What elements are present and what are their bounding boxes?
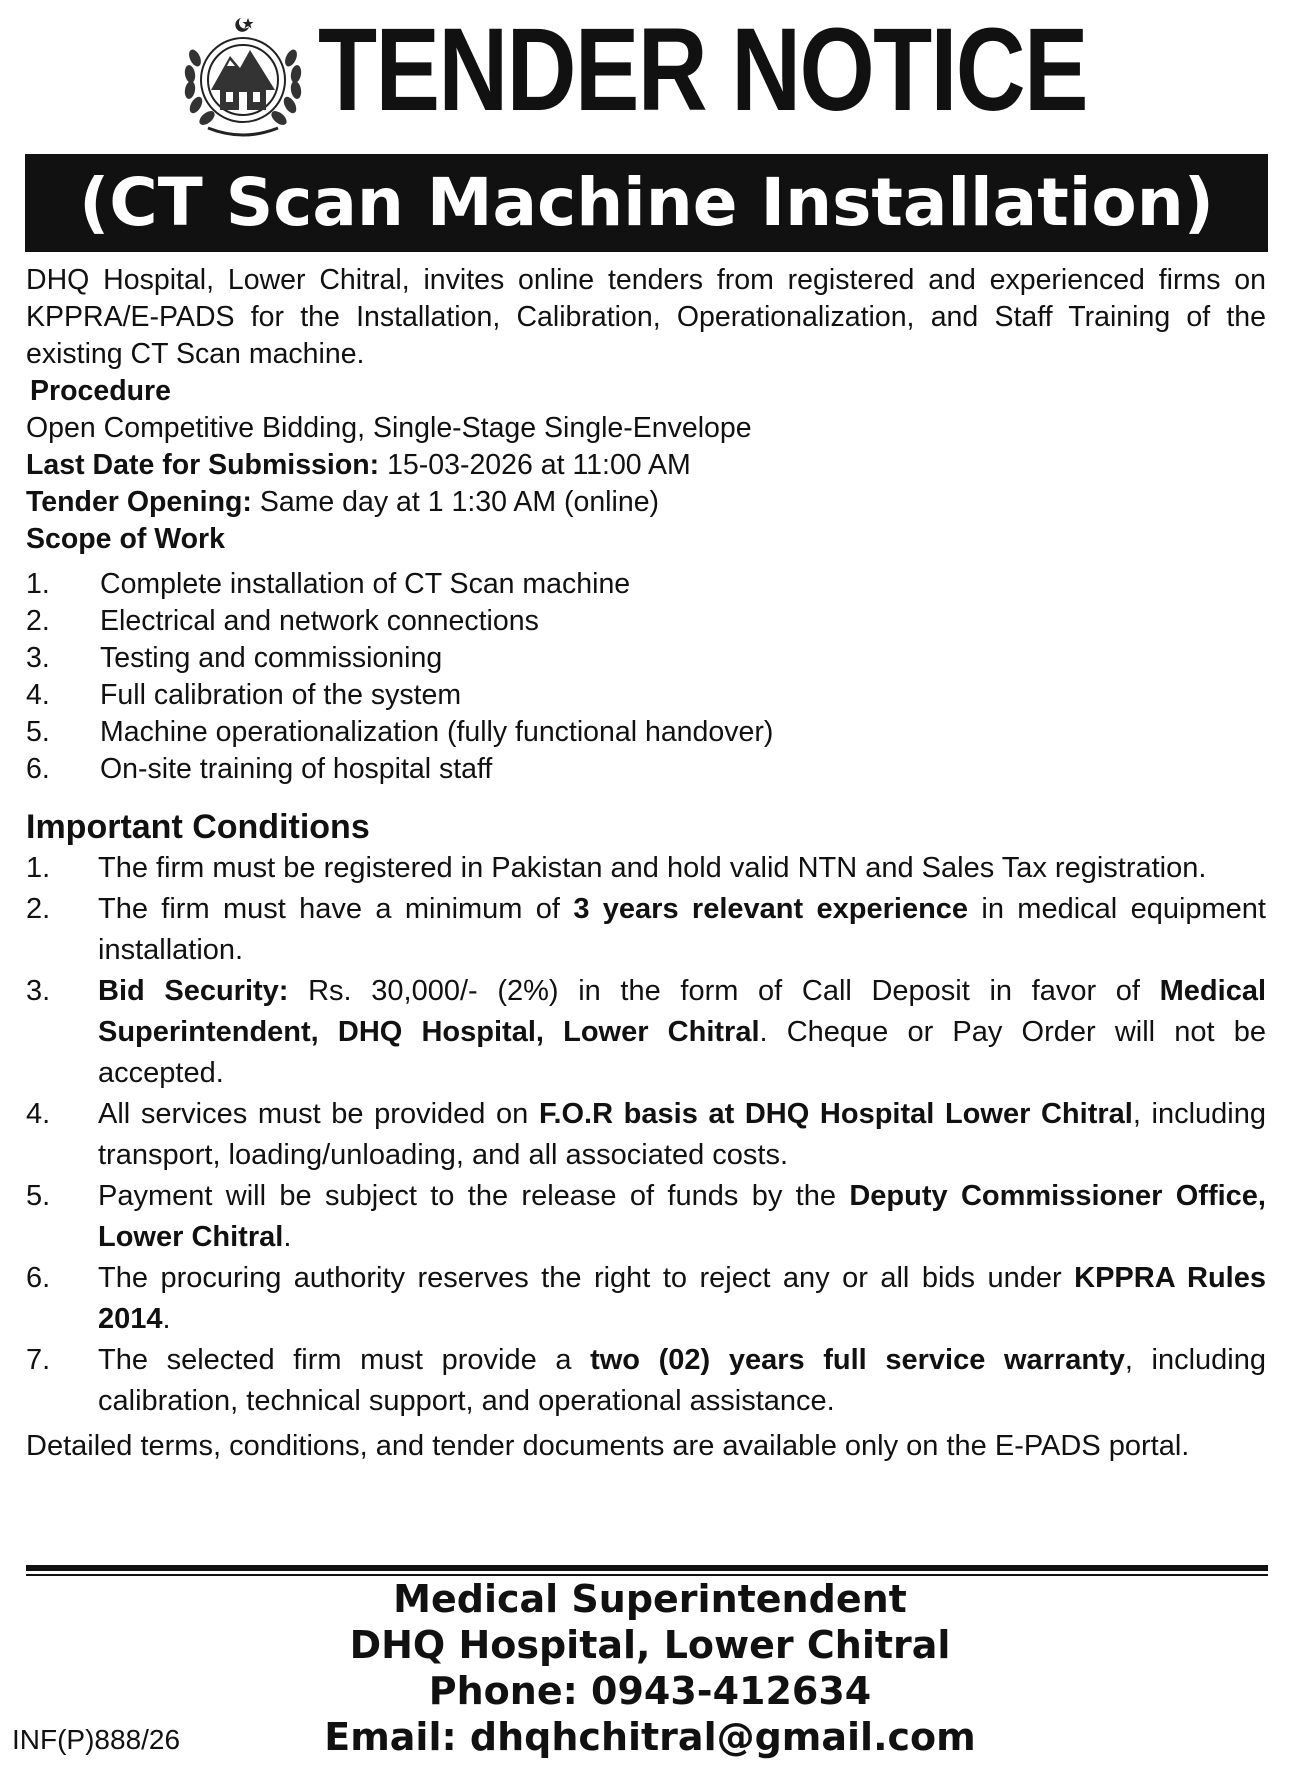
- divider: [26, 1565, 1268, 1571]
- last-date-label: Last Date for Submission:: [26, 449, 380, 481]
- condition-text: .: [283, 1221, 292, 1253]
- condition-text: . Cheque or Pay Order will not be accepted.: [98, 1016, 1266, 1089]
- item-text: Full calibration of the system: [100, 679, 462, 711]
- item-number: 2.: [26, 605, 50, 637]
- condition-item: [26, 1340, 1266, 1422]
- scope-item: [26, 714, 1266, 751]
- condition-emphasis: Deputy Commissioner Office, Lower Chitral: [98, 1180, 1266, 1253]
- item-text: Machine operationalization (fully functional handover): [100, 716, 774, 748]
- notice-body: [26, 262, 1266, 1465]
- item-text: Complete installation of CT Scan machine: [100, 568, 631, 600]
- opening-value: Same day at 1 1:30 AM (online): [259, 486, 660, 518]
- condition-text: All services must be provided on: [98, 1098, 539, 1130]
- scope-heading: Scope of Work: [26, 523, 225, 555]
- scope-item: [26, 640, 1266, 677]
- scope-list: [26, 566, 1266, 788]
- item-number: 5.: [26, 1180, 51, 1212]
- opening-label: Tender Opening:: [26, 486, 252, 518]
- item-number: 1.: [26, 568, 50, 600]
- condition-text: The procuring authority reserves the right to reject any or all bids under: [98, 1262, 1075, 1294]
- opening-line: [26, 484, 1266, 521]
- procedure-heading: Procedure: [30, 375, 171, 407]
- scope-item: [26, 677, 1266, 714]
- condition-text: The firm must be registered in Pakistan and hold valid NTN and Sales Tax registration.: [98, 852, 1207, 884]
- government-emblem-icon: [178, 8, 308, 148]
- last-date-value: 15-03-2026 at 11:00 AM: [387, 449, 691, 481]
- condition-item: [26, 1094, 1266, 1176]
- closing-note: Detailed terms, conditions, and tender documents are available only on the E-PADS portal.: [26, 1430, 1190, 1462]
- condition-text: The selected firm must provide a: [98, 1344, 591, 1376]
- condition-item: [26, 971, 1266, 1094]
- condition-item: [26, 1258, 1266, 1340]
- condition-text: , including calibration, technical support, and operational assistance.: [98, 1344, 1266, 1417]
- condition-text: Payment will be subject to the release of funds by the: [98, 1180, 850, 1212]
- procedure-value: Open Competitive Bidding, Single-Stage Single-Envelope: [26, 412, 752, 444]
- signatory-title: Medical Superintendent: [393, 1577, 907, 1621]
- last-date-line: [26, 447, 1266, 484]
- condition-text: , including transport, loading/unloading, and all associated costs.: [98, 1098, 1266, 1171]
- condition-text: in medical equipment installation.: [98, 893, 1266, 966]
- condition-text: .: [162, 1303, 171, 1335]
- scope-item: [26, 751, 1266, 788]
- item-number: 2.: [26, 893, 51, 925]
- item-number: 1.: [26, 852, 51, 884]
- signature-block: [280, 1576, 1020, 1760]
- item-number: 3.: [26, 975, 51, 1007]
- condition-emphasis: F.O.R basis at DHQ Hospital Lower Chitral: [538, 1098, 1133, 1130]
- reference-number: INF(P)888/26: [12, 1724, 181, 1755]
- item-text: Electrical and network connections: [100, 605, 539, 637]
- condition-item: [26, 889, 1266, 971]
- item-number: 4.: [26, 1098, 51, 1130]
- phone-number: Phone: 0943-412634: [428, 1669, 872, 1713]
- condition-text: The firm must have a minimum of: [98, 893, 574, 925]
- condition-emphasis: two (02) years full service warranty: [590, 1344, 1125, 1376]
- condition-emphasis: KPPRA Rules 2014: [98, 1262, 1267, 1335]
- item-text: On-site training of hospital staff: [100, 753, 493, 785]
- email-address: Email: dhqhchitral@gmail.com: [324, 1715, 976, 1759]
- scope-item: [26, 603, 1266, 640]
- page-title: TENDER NOTICE: [318, 4, 1087, 136]
- subject-banner: (CT Scan Machine Installation): [25, 154, 1268, 252]
- item-text: Testing and commissioning: [100, 642, 443, 674]
- conditions-list: [26, 848, 1266, 1422]
- condition-emphasis: 3 years relevant experience: [573, 893, 969, 925]
- header: [178, 4, 1118, 153]
- condition-emphasis: Medical Superintendent, DHQ Hospital, Lower Chitral: [98, 975, 1267, 1048]
- item-number: 7.: [26, 1344, 51, 1376]
- condition-item: [26, 848, 1266, 889]
- item-number: 6.: [26, 1262, 51, 1294]
- intro-paragraph: DHQ Hospital, Lower Chitral, invites online tenders from registered and experienced firms on KPPRA/E-PADS for the Installation, Calibration, Operationalization, and Staff Training of the existing CT Scan machine.: [26, 264, 1266, 370]
- scope-item: [26, 566, 1266, 603]
- conditions-heading: Important Conditions: [26, 808, 370, 846]
- condition-text: Rs. 30,000/- (2%) in the form of Call Deposit in favor of: [288, 975, 1160, 1007]
- signatory-office: DHQ Hospital, Lower Chitral: [349, 1623, 951, 1667]
- item-number: 4.: [26, 679, 50, 711]
- item-number: 5.: [26, 716, 50, 748]
- condition-item: [26, 1176, 1266, 1258]
- condition-emphasis: Bid Security:: [98, 975, 289, 1007]
- item-number: 3.: [26, 642, 50, 674]
- item-number: 6.: [26, 753, 50, 785]
